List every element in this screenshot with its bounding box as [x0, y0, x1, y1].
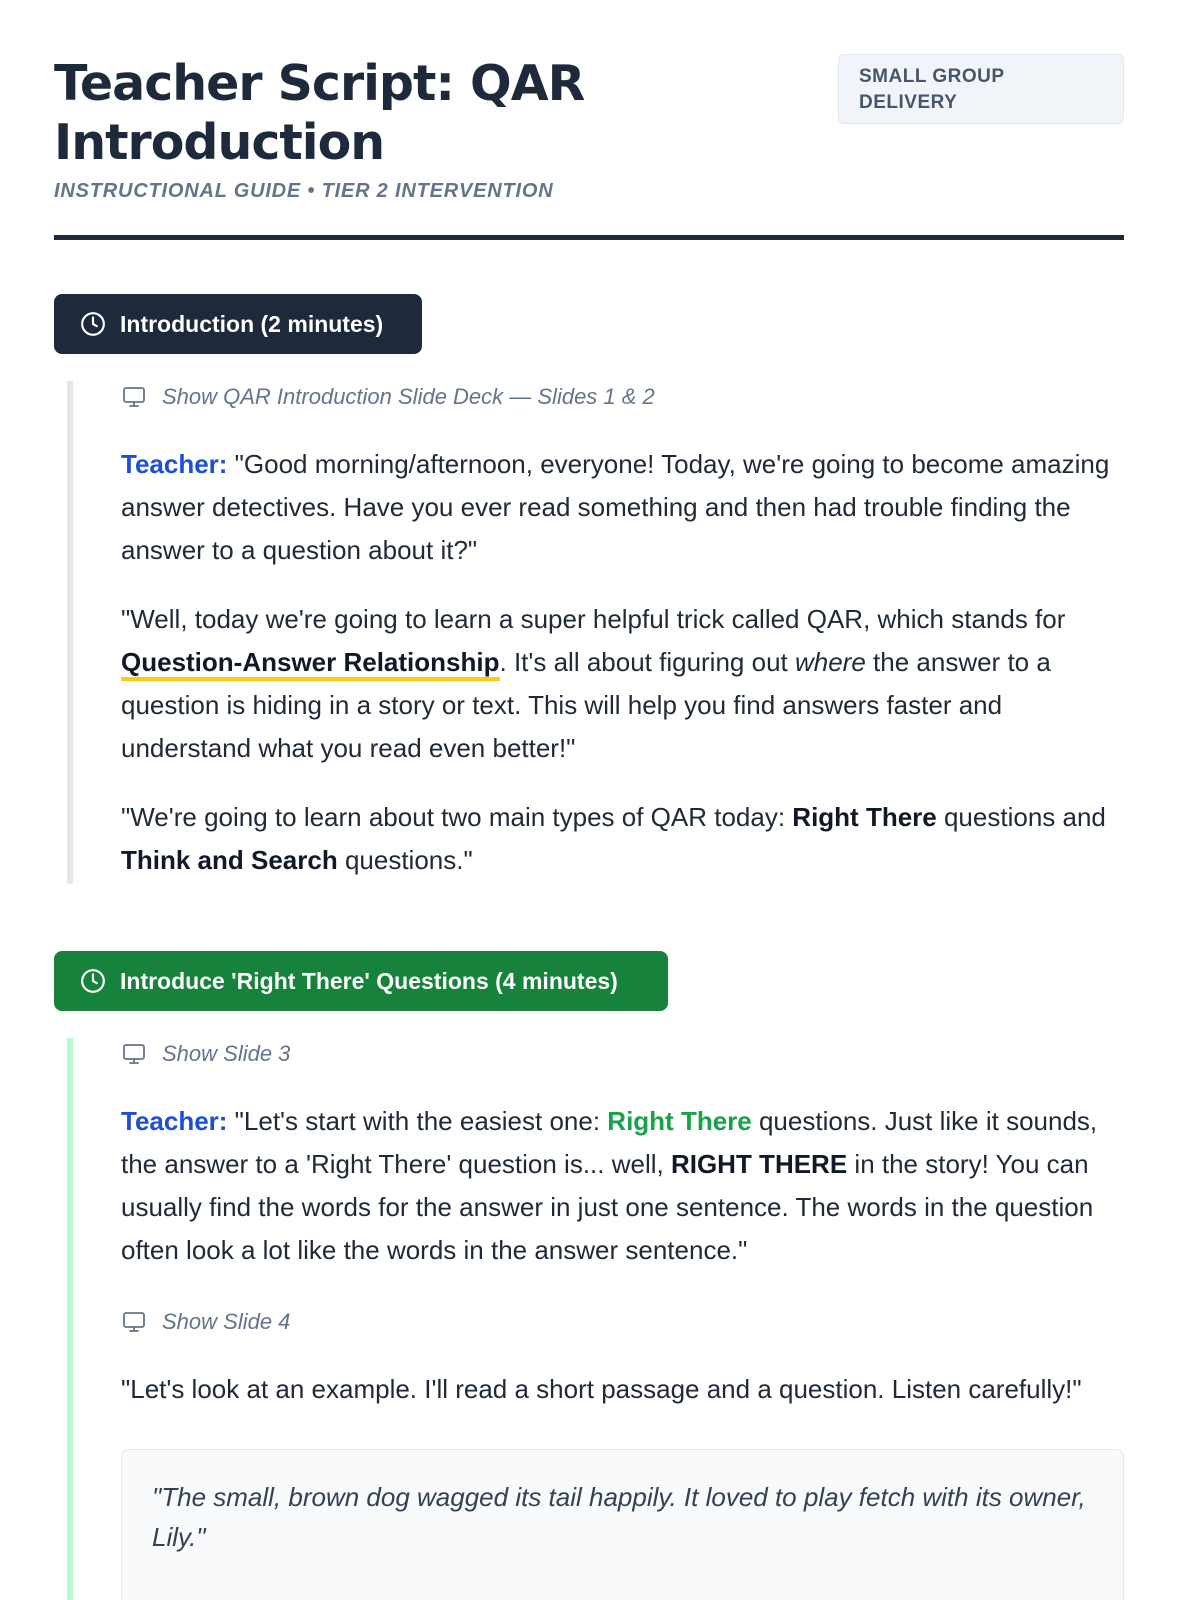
script-paragraph	[121, 598, 1124, 770]
script-paragraph: "Let's look at an example. I'll read a short passage and a question. Listen carefully!"	[121, 1374, 1082, 1404]
bold-term: Think and Search	[121, 845, 338, 875]
clock-icon	[80, 311, 106, 337]
script-text: "We're going to learn about two main types of QAR today:	[121, 802, 793, 832]
section-heading-introduction	[54, 294, 422, 354]
section-right-there	[67, 1038, 1124, 1600]
script-paragraph	[121, 443, 1124, 572]
script-paragraph	[121, 796, 1124, 882]
page-subtitle: INSTRUCTIONAL GUIDE • TIER 2 INTERVENTION	[54, 180, 554, 202]
emphasis-text: where	[794, 647, 866, 677]
script-text: . It's all about figuring out	[499, 647, 795, 677]
slide-cue-text: Show Slide 3	[162, 1041, 291, 1066]
page-title: Teacher Script: QAR Introduction	[54, 55, 585, 171]
script-text: questions and	[936, 802, 1106, 832]
slide-cue	[121, 1306, 1124, 1338]
bold-term: RIGHT THERE	[670, 1149, 848, 1179]
speaker-label: Teacher:	[121, 1106, 228, 1136]
document-header	[54, 0, 1124, 240]
script-text: questions. Just like it sounds, the answer to a 'Right There' question is... well,	[121, 1106, 1098, 1179]
script-paragraph	[121, 1100, 1124, 1272]
monitor-icon	[121, 1042, 147, 1066]
section-heading-right-there	[54, 951, 668, 1011]
monitor-icon	[121, 1310, 147, 1334]
monitor-icon	[121, 385, 147, 409]
example-passage: "The small, brown dog wagged its tail happily. It loved to play fetch with its owner, Lily."	[121, 1449, 1124, 1600]
script-text: in the story! You can usually find the words for the answer in just one sentence. The words in the question often look a lot like the words in the answer sentence."	[121, 1149, 1094, 1265]
slide-cue-text: Show QAR Introduction Slide Deck — Slides 1 & 2	[162, 384, 655, 409]
speaker-label: Teacher:	[121, 449, 228, 479]
slide-cue-text: Show Slide 4	[162, 1309, 291, 1334]
green-term: Right There	[607, 1106, 752, 1136]
clock-icon	[80, 968, 106, 994]
highlighted-term: Question-Answer Relationship	[121, 647, 500, 681]
script-text: "Good morning/afternoon, everyone! Today, we're going to become amazing answer detectives. Have you ever read something and then had trouble finding the answer to a question about it?"	[121, 449, 1110, 565]
section-introduction	[67, 381, 1124, 884]
script-text: the answer to a question is hiding in a story or text. This will help you find answers faster and understand what you read even better!"	[121, 647, 1051, 763]
script-text: "Let's start with the easiest one:	[227, 1106, 608, 1136]
section-heading-label: Introduction (2 minutes)	[120, 310, 384, 337]
section-heading-label: Introduce 'Right There' Questions (4 minutes)	[120, 967, 618, 994]
slide-cue	[121, 381, 1124, 413]
slide-cue	[121, 1038, 1124, 1070]
delivery-badge: SMALL GROUP DELIVERY	[838, 54, 1124, 124]
script-text: questions."	[337, 845, 473, 875]
bold-term: Right There	[792, 802, 937, 832]
script-text: "Well, today we're going to learn a super helpful trick called QAR, which stands for	[121, 604, 1066, 634]
